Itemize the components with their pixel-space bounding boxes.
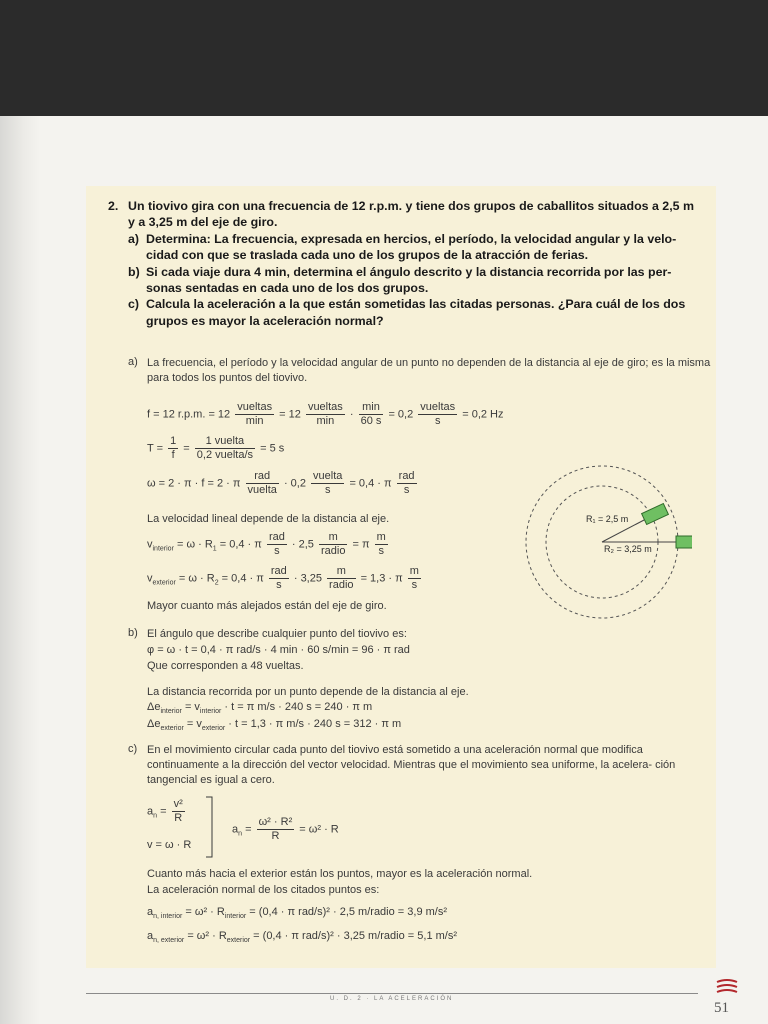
eq-text: · 2,5 [291, 538, 314, 551]
fraction [267, 531, 287, 558]
denominator: s [411, 579, 418, 591]
subscript: exterior [226, 937, 251, 945]
equation-period [147, 435, 284, 462]
bracket-brace [204, 796, 218, 858]
equation-an-exterior [147, 930, 457, 944]
fraction [306, 401, 345, 428]
eq-text: = 5 s [260, 442, 285, 455]
solution-b-label: b) [128, 627, 138, 639]
part-b [128, 264, 714, 297]
subscript: interior [160, 708, 182, 716]
numerator: vuelta [313, 470, 343, 482]
numerator: vueltas [420, 401, 456, 413]
solution-a-conclusion: Mayor cuanto más alejados están del eje de giro. [147, 600, 387, 612]
eq-text: = 1,3 · π [360, 572, 403, 585]
eq-text: = 12 [279, 408, 301, 421]
eq-text: a [147, 930, 154, 942]
equation-angle: φ = ω · t = 0,4 · π rad/s · 4 min · 60 s/min = 96 · π rad [147, 644, 410, 656]
velocity-intro: La velocidad lineal depende de la distancia al eje. [147, 513, 390, 525]
eq-text: a [232, 823, 239, 836]
numerator: 1 [170, 435, 177, 447]
solution-c-label: c) [128, 743, 138, 755]
numerator: rad [246, 470, 279, 484]
eq-text: v [147, 572, 153, 585]
subscript: exterior [152, 579, 176, 587]
eq-text: = ω² · R [187, 930, 227, 942]
solution-b-intro: El ángulo que describe cualquier punto del tiovivo es: [147, 628, 407, 640]
subscript: exterior [201, 725, 226, 733]
eq-text: = 0,4 · π [221, 572, 264, 585]
numerator: m [319, 531, 347, 545]
denominator: min [316, 415, 335, 427]
fraction [246, 470, 279, 497]
numerator: m [409, 565, 419, 577]
normal-accel-intro: La aceleración normal de los citados puntos es: [147, 884, 380, 896]
denominator: R [271, 830, 280, 842]
eq-text: = 0,2 [388, 408, 414, 421]
subscript: n, exterior [153, 937, 185, 945]
problem-number: 2. [108, 199, 119, 213]
equation-distance-interior [147, 701, 372, 715]
horse-box-outer [676, 536, 692, 548]
eq-text: f = 12 r.p.m. = 12 [147, 408, 231, 421]
part-c-label: c) [128, 297, 140, 312]
equation-an-omega [232, 816, 339, 843]
denominator: radio [329, 579, 354, 591]
solution-a-intro: La frecuencia, el período y la velocidad angular de un punto no dependen de la distancia al eje de giro; es la misma para todos los puntos del tiovivo. [147, 357, 711, 384]
eq-text: = [183, 442, 190, 455]
eq-text: = 0,4 · π [219, 538, 262, 551]
eq-text: = ω² · R [185, 906, 225, 918]
fraction [172, 798, 185, 825]
equation-angular-velocity [147, 470, 419, 497]
part-b-line: Si cada viaje dura 4 min, determina el ángulo descrito y la distancia recorrida por las per- [146, 264, 672, 279]
exterior-statement: Cuanto más hacia el exterior están los puntos, mayor es la aceleración normal. [147, 868, 533, 880]
eq-text: = v [186, 718, 202, 730]
denominator: vuelta [247, 484, 277, 496]
equation-an-velocity [147, 798, 187, 825]
distance-intro: La distancia recorrida por un punto depende de la distancia al eje. [147, 686, 469, 698]
fraction [319, 531, 347, 558]
equation-v-exterior [147, 565, 423, 592]
fraction [168, 435, 178, 462]
fraction [359, 401, 384, 428]
denominator: s [378, 545, 384, 557]
denominator: s [324, 484, 331, 496]
subscript: n [153, 812, 158, 820]
part-a-label: a) [128, 231, 140, 246]
eq-text: = (0,4 · π rad/s)² · 2,5 m/radio = 3,9 m/s² [249, 906, 448, 918]
subscript: n, interior [153, 913, 183, 921]
publisher-logo-icon [714, 978, 740, 996]
eq-text: v [147, 538, 153, 551]
eq-text: = [245, 823, 252, 836]
numerator: vueltas [237, 401, 273, 413]
denominator: 60 s [360, 415, 382, 427]
denominator: 0,2 vuelta/s [196, 449, 254, 461]
fraction [269, 565, 289, 592]
part-c [128, 296, 714, 329]
denominator: f [171, 449, 175, 461]
subscript: interior [152, 545, 174, 553]
eq-text: = π [352, 538, 370, 551]
eq-text: a [147, 906, 154, 918]
equation-distance-exterior [147, 718, 401, 732]
numerator: rad [268, 531, 285, 543]
eq-text: = ω · R [176, 538, 213, 551]
numerator: vueltas [307, 401, 343, 413]
eq-text: T = [147, 442, 164, 455]
denominator: radio [320, 545, 346, 557]
subscript: 1 [212, 545, 217, 553]
eq-text: · [349, 408, 354, 421]
denominator: s [274, 545, 280, 557]
part-b-line: sonas sentadas en cada uno de los dos grupos. [146, 281, 429, 296]
brace-path [206, 797, 212, 857]
numerator: 1 vuelta [195, 435, 255, 449]
part-c-line: grupos es mayor la aceleración normal? [146, 313, 384, 328]
carousel-diagram [512, 462, 692, 622]
denominator: min [245, 415, 264, 427]
subscript: interior [199, 708, 222, 716]
solution-c-intro: En el movimiento circular cada punto del tiovivo está sometido a una aceleración normal que modifica continuamente a la dirección del vector velocidad. Mientras que el movimiento sea uniforme, la acelera- ción tangencial es igual a cero. [147, 744, 676, 786]
eq-text: = v [184, 701, 200, 713]
eq-text: = ω · R [178, 572, 215, 585]
eq-text: = 0,2 Hz [462, 408, 504, 421]
footer-rule [86, 993, 698, 994]
fraction [408, 565, 421, 592]
fraction [195, 435, 255, 462]
subscript: interior [224, 913, 247, 921]
eq-text: a [147, 805, 154, 818]
denominator: R [174, 812, 183, 824]
equation-frequency [147, 401, 504, 428]
eq-text: = 0,4 · π [349, 477, 392, 490]
part-b-label: b) [128, 264, 140, 279]
part-c-line: Calcula la aceleración a la que están sometidas las citadas personas. ¿Para cuál de los dos [146, 297, 686, 312]
numerator: v² [173, 798, 183, 810]
solution-a-label: a) [128, 356, 138, 368]
fraction [311, 470, 344, 497]
fraction [375, 531, 388, 558]
fraction [327, 565, 355, 592]
equation-an-interior [147, 906, 447, 920]
subscript: 2 [214, 579, 219, 587]
fraction [257, 816, 295, 843]
part-a [128, 231, 714, 264]
r1-label: R₁ = 2,5 m [586, 514, 629, 524]
eq-text: = (0,4 · π rad/s)² · 3,25 m/radio = 5,1 m/s² [253, 930, 457, 942]
numerator: rad [270, 565, 287, 577]
problem-line-2: y a 3,25 m del eje de giro. [128, 215, 278, 230]
numerator: ω² · R² [258, 816, 293, 828]
eq-text: ω = 2 · π · f = 2 · π [147, 477, 241, 490]
r2-label: R₂ = 3,25 m [604, 544, 652, 554]
eq-text: Δe [147, 718, 161, 730]
page-gutter [0, 116, 40, 1024]
part-a-line: Determina: La frecuencia, expresada en hercios, el período, la velocidad angular y la velo- [146, 231, 677, 246]
denominator: s [276, 579, 282, 591]
eq-text: · t = π m/s · 240 s = 240 · π m [224, 701, 373, 713]
eq-text: = [160, 805, 167, 818]
fraction [235, 401, 274, 428]
problem-statement [108, 198, 714, 329]
eq-text: · 0,2 [283, 477, 306, 490]
page-number: 51 [714, 1000, 729, 1016]
subscript: n [238, 830, 243, 838]
footer-unit: U. D. 2 · LA ACELERACIÓN [330, 996, 454, 1002]
laps-count: Que corresponden a 48 vueltas. [147, 660, 304, 672]
fraction [418, 401, 457, 428]
subscript: exterior [160, 725, 184, 733]
eq-text: Δe [147, 701, 161, 713]
eq-text: = ω² · R [299, 823, 339, 836]
part-a-line: cidad con que se traslada cada uno de los grupos de la atracción de ferias. [146, 248, 589, 263]
equation-v-omega: v = ω · R [147, 839, 192, 851]
numerator: rad [398, 470, 415, 482]
equation-v-interior [147, 531, 390, 558]
problem-line-1: Un tiovivo gira con una frecuencia de 12 r.p.m. y tiene dos grupos de caballitos situados a 2,5 m [128, 199, 694, 213]
fraction [397, 470, 417, 497]
numerator: min [359, 401, 384, 415]
eq-text: · t = 1,3 · π m/s · 240 s = 312 · π m [228, 718, 402, 730]
denominator: s [434, 415, 441, 427]
denominator: s [403, 484, 410, 496]
eq-text: · 3,25 [293, 572, 322, 585]
numerator: m [327, 565, 355, 579]
numerator: m [376, 531, 386, 543]
